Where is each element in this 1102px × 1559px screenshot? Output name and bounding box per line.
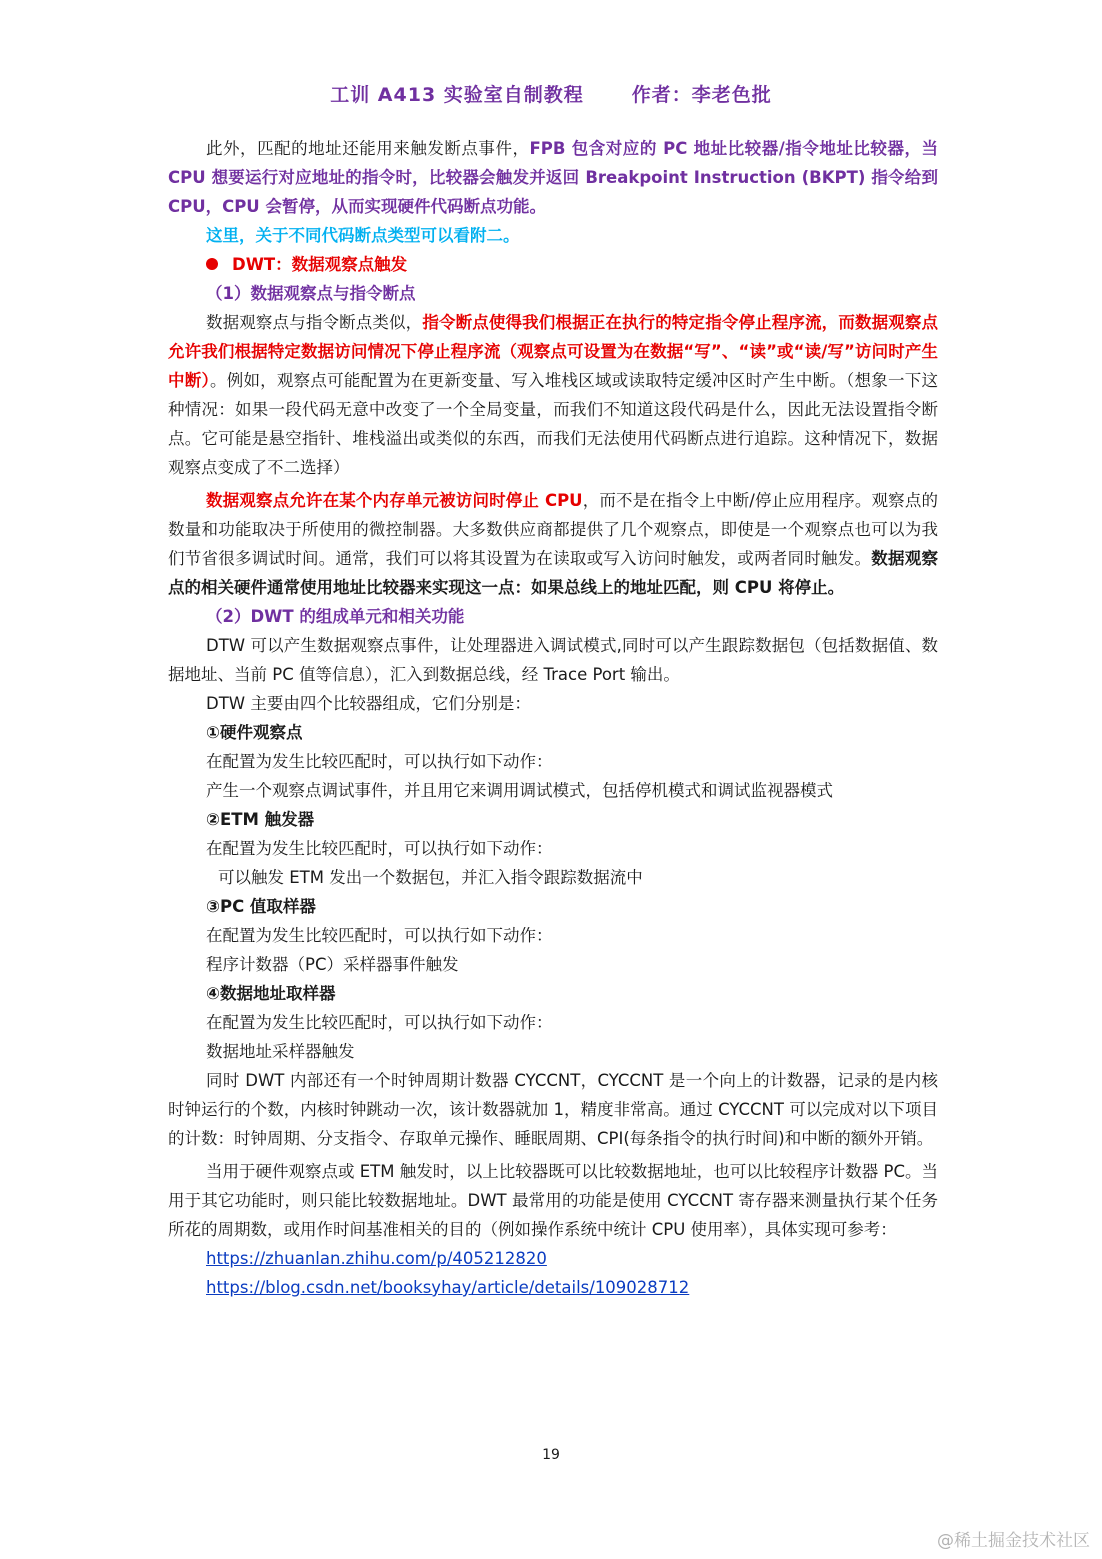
paragraph-fpb	[168, 134, 938, 221]
paragraph-dtw-comparators: DTW 主要由四个比较器组成，它们分别是：	[206, 694, 531, 713]
paragraph-watchpoint-highlight: 指令断点使得我们根据正在执行的特定指令停止程序流，而数据观察点允许我们根据特定数据访问情况下停止程序流（观察点可设置为在数据“写”、“读”或“读/写”访问时产生中断）	[168, 313, 939, 390]
comparator-line: 在配置为发生比较匹配时，可以执行如下动作：	[206, 1013, 553, 1032]
appendix-note: 这里，关于不同代码断点类型可以看附二。	[206, 226, 520, 245]
paragraph-cyccnt: 同时 DWT 内部还有一个时钟周期计数器 CYCCNT，CYCCNT 是一个向上的计数器，记录的是内核时钟运行的个数，内核时钟跳动一次，该计数器就加 1，精度非常高。通过 CYCCNT 可以完成对以下项目的计数：时钟周期、分支指令、存取单元操作、睡眠周期、CPI(每条指令的执行时间)和中断的额外开销。	[168, 1071, 938, 1148]
paragraph-watchpoint-cpu-bold: 数据观察点的相关硬件通常使用地址比较器来实现这一点：如果总线上的地址匹配，则 CPU 将停止。	[168, 549, 939, 597]
subsection-title-2: （2）DWT 的组成单元和相关功能	[206, 607, 465, 626]
page-header	[0, 80, 1102, 107]
comparator-title: ①硬件观察点	[206, 723, 303, 742]
watermark: @稀土掘金技术社区	[937, 1531, 1090, 1551]
comparator-title: ④数据地址取样器	[206, 984, 336, 1003]
page-number: 19	[542, 1447, 560, 1463]
paragraph-watchpoint-cpu-body: ，而不是在指令上中断/停止应用程序。观察点的数量和功能取决于所使用的微控制器。大多数供应商都提供了几个观察点，即使是一个观察点也可以为我们节省很多调试时间。通常，我们可以将其设置为在读取或写入访问时触发，或两者同时触发。	[168, 491, 938, 568]
paragraph-dtw-events: DTW 可以产生数据观察点事件，让处理器进入调试模式,同时可以产生跟踪数据包（包括数据值、数据地址、当前 PC 值等信息），汇入到数据总线，经 Trace Port 输出。	[168, 636, 938, 684]
subsection-title-1: （1）数据观察点与指令断点	[206, 284, 416, 303]
csdn-link[interactable]: https://blog.csdn.net/booksyhay/article/details/109028712	[206, 1278, 690, 1297]
paragraph-fpb-highlight: FPB 包含对应的 PC 地址比较器/指令地址比较器，当 CPU 想要运行对应地址的指令时，比较器会触发并返回 Breakpoint Instruction (BKPT) 指令给到 CPU，CPU 会暂停，从而实现硬件代码断点功能。	[168, 139, 939, 216]
comparator-line: 在配置为发生比较匹配时，可以执行如下动作：	[206, 839, 553, 858]
paragraph-watchpoint-rest: 。例如，观察点可能配置为在更新变量、写入堆栈区域或读取特定缓冲区时产生中断。（想象一下这种情况：如果一段代码无意中改变了一个全局变量，而我们不知道这段代码是什么，因此无法设置指令断点。它可能是悬空指针、堆栈溢出或类似的东西，而我们无法使用代码断点进行追踪。这种情况下，数据观察点变成了不二选择）	[168, 371, 939, 477]
header-title-right: 作者：李老色批	[631, 84, 772, 106]
zhihu-link[interactable]: https://zhuanlan.zhihu.com/p/405212820	[206, 1249, 547, 1268]
page-content	[168, 134, 938, 1302]
paragraph-watchpoint	[168, 308, 938, 482]
paragraph-watchpoint-cpu-highlight: 数据观察点允许在某个内存单元被访问时停止 CPU	[206, 491, 583, 510]
comparator-line: 在配置为发生比较匹配时，可以执行如下动作：	[206, 752, 553, 771]
paragraph-usage: 当用于硬件观察点或 ETM 触发时，以上比较器既可以比较数据地址，也可以比较程序计数器 PC。当用于其它功能时，则只能比较数据地址。DWT 最常用的功能是使用 CYCCNT 寄存器来测量执行某个任务所花的周期数，或用作时间基准相关的目的（例如操作系统中统计 CPU 使用率），具体实现可参考：	[168, 1162, 938, 1239]
comparator-line: 程序计数器（PC）采样器事件触发	[206, 955, 459, 974]
paragraph-watchpoint-cpu	[168, 486, 938, 602]
paragraph-watchpoint-intro: 数据观察点与指令断点类似，	[206, 313, 423, 332]
reference-link-2	[168, 1273, 938, 1302]
comparator-line: 产生一个观察点调试事件，并且用它来调用调试模式，包括停机模式和调试监视器模式	[206, 781, 833, 800]
bullet-dot-icon	[206, 258, 218, 270]
header-title-left: 工训 A413 实验室自制教程	[330, 84, 584, 106]
section-heading-dwt-text: DWT：数据观察点触发	[232, 255, 408, 274]
comparator-title: ②ETM 触发器	[206, 810, 315, 829]
comparator-line: 可以触发 ETM 发出一个数据包，并汇入指令跟踪数据流中	[218, 868, 643, 887]
reference-link-1	[168, 1244, 938, 1273]
section-heading-dwt	[168, 250, 938, 279]
paragraph-fpb-intro: 此外，匹配的地址还能用来触发断点事件，	[206, 139, 530, 158]
comparator-line: 数据地址采样器触发	[206, 1042, 355, 1061]
comparator-title: ③PC 值取样器	[206, 897, 316, 916]
comparator-line: 在配置为发生比较匹配时，可以执行如下动作：	[206, 926, 553, 945]
